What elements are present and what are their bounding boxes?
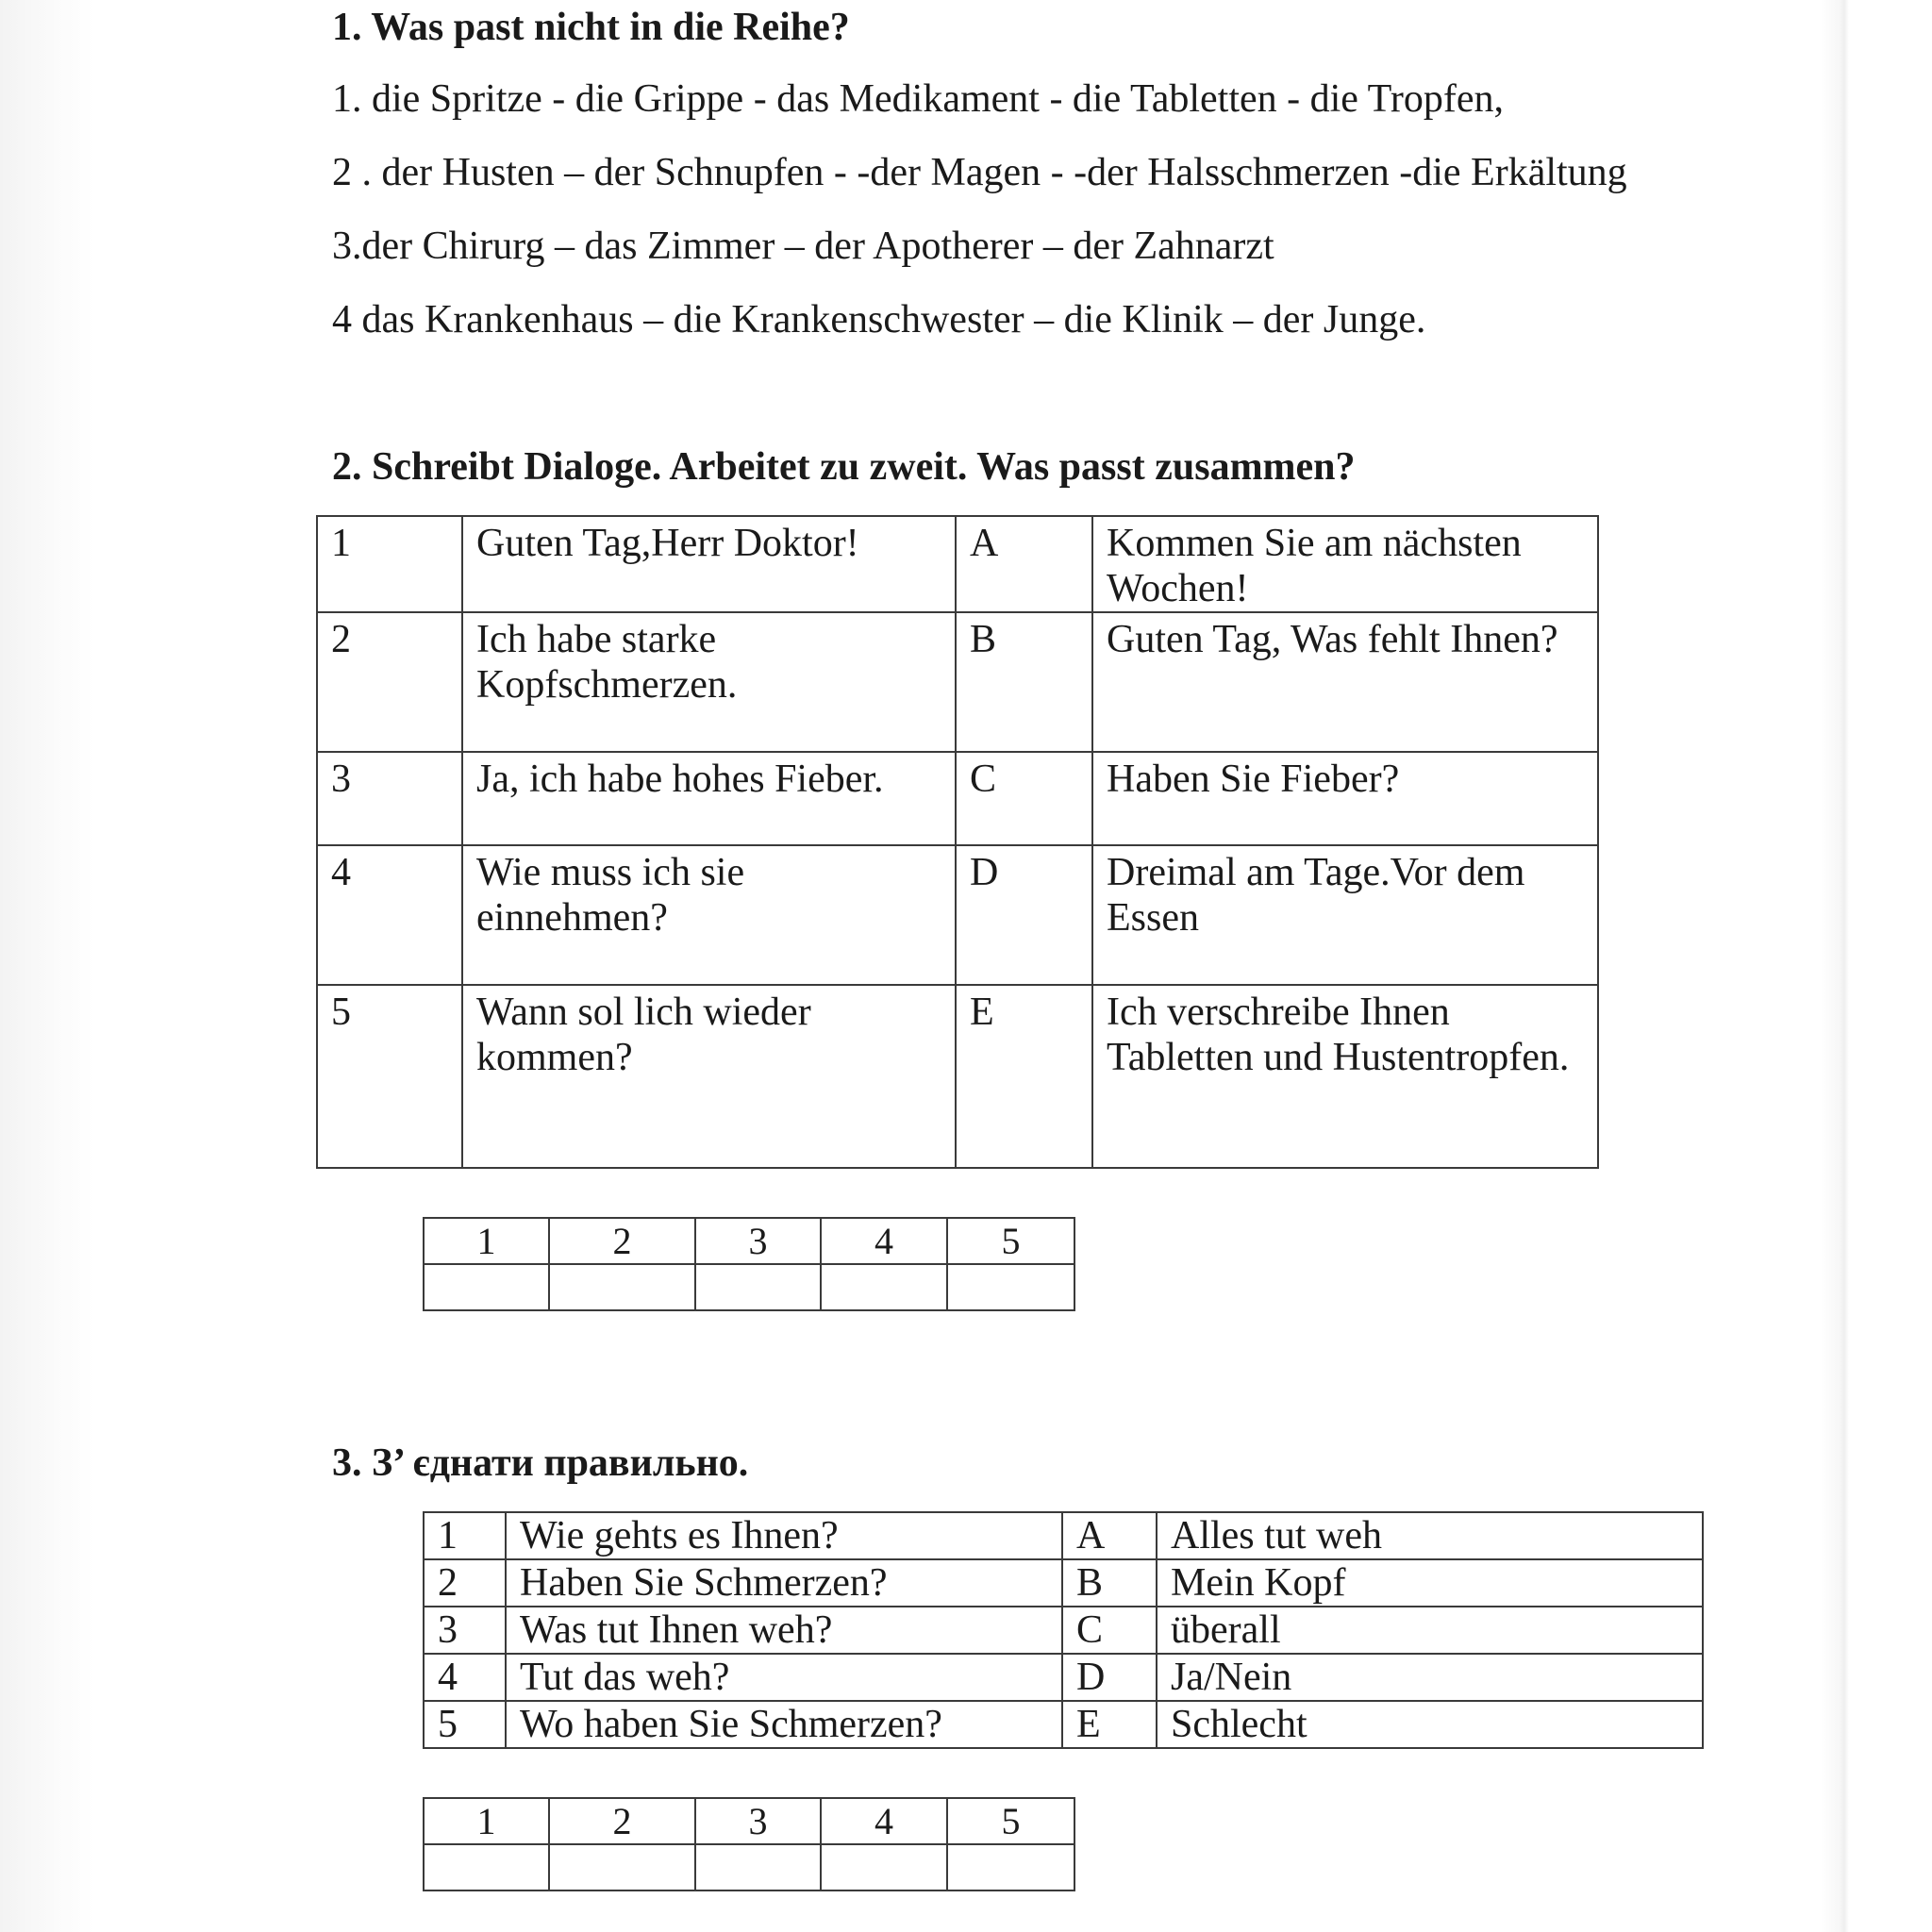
answer-blank-cell[interactable]: [549, 1264, 695, 1310]
table-row: [317, 845, 1598, 985]
match-right: überall: [1157, 1607, 1703, 1654]
answer-blank-cell[interactable]: [821, 1844, 947, 1890]
dialog-left: Ich habe starke Kopfschmerzen.: [462, 612, 956, 752]
answer-header-cell: 3: [695, 1218, 821, 1264]
answer-blank-cell[interactable]: [424, 1264, 549, 1310]
dialog-num: 2: [317, 612, 462, 752]
dialog-num: 4: [317, 845, 462, 985]
table-row: [424, 1512, 1703, 1559]
match-num: 1: [424, 1512, 506, 1559]
answer-header-cell: 4: [821, 1798, 947, 1844]
section3-title: 3. З’ єднати правильно.: [332, 1441, 749, 1485]
table-row: [424, 1654, 1703, 1701]
dialog-left: Wie muss ich sie einnehmen?: [462, 845, 956, 985]
answer-header-cell: 1: [424, 1218, 549, 1264]
table-row: [317, 985, 1598, 1168]
answer-header-cell: 2: [549, 1798, 695, 1844]
dialog-letter: E: [956, 985, 1092, 1168]
table-row: [317, 752, 1598, 845]
match-right: Alles tut weh: [1157, 1512, 1703, 1559]
dialog-num: 1: [317, 516, 462, 612]
answer-grid-header: [424, 1798, 1074, 1844]
match-left: Wie gehts es Ihnen?: [506, 1512, 1062, 1559]
answer-blank-cell[interactable]: [695, 1264, 821, 1310]
answer-blank-cell[interactable]: [821, 1264, 947, 1310]
dialog-right: Haben Sie Fieber?: [1092, 752, 1598, 845]
answer-blank-cell[interactable]: [695, 1844, 821, 1890]
section2-title: 2. Schreibt Dialoge. Arbeitet zu zweit. Was passt zusammen?: [332, 445, 1356, 489]
dialog-left: Guten Tag,Herr Doktor!: [462, 516, 956, 612]
dialog-letter: C: [956, 752, 1092, 845]
table-row: [424, 1701, 1703, 1748]
answer-blank-cell[interactable]: [549, 1844, 695, 1890]
section1-line-3: 3.der Chirurg – das Zimmer – der Apotherer – der Zahnarzt: [332, 225, 1274, 268]
answer-header-cell: 1: [424, 1798, 549, 1844]
dialog-left: Wann sol lich wieder kommen?: [462, 985, 956, 1168]
table-row: [317, 516, 1598, 612]
section1-line-1: 1. die Spritze - die Grippe - das Medikament - die Tabletten - die Tropfen,: [332, 77, 1504, 121]
match-num: 5: [424, 1701, 506, 1748]
answer-grid-blank-row: [424, 1844, 1074, 1890]
match-letter: A: [1062, 1512, 1157, 1559]
match-right: Mein Kopf: [1157, 1559, 1703, 1607]
dialog-table: [316, 515, 1599, 1169]
match-num: 4: [424, 1654, 506, 1701]
answer-header-cell: 3: [695, 1798, 821, 1844]
answer-header-cell: 2: [549, 1218, 695, 1264]
dialog-right: Guten Tag, Was fehlt Ihnen?: [1092, 612, 1598, 752]
answer-blank-cell[interactable]: [424, 1844, 549, 1890]
dialog-letter: B: [956, 612, 1092, 752]
dialog-num: 5: [317, 985, 462, 1168]
dialog-letter: A: [956, 516, 1092, 612]
answer-header-cell: 4: [821, 1218, 947, 1264]
section1-title: 1. Was past nicht in die Reihe?: [332, 6, 850, 49]
match-num: 3: [424, 1607, 506, 1654]
table-row: [424, 1607, 1703, 1654]
section2-answer-grid: [423, 1217, 1075, 1311]
match-right: Ja/Nein: [1157, 1654, 1703, 1701]
match-left: Haben Sie Schmerzen?: [506, 1559, 1062, 1607]
section1-line-2: 2 . der Husten – der Schnupfen - -der Magen - -der Halsschmerzen -die Erkältung: [332, 151, 1627, 194]
dialog-left: Ja, ich habe hohes Fieber.: [462, 752, 956, 845]
match-table: [423, 1511, 1704, 1749]
match-left: Was tut Ihnen weh?: [506, 1607, 1062, 1654]
answer-header-cell: 5: [947, 1798, 1074, 1844]
answer-blank-cell[interactable]: [947, 1264, 1074, 1310]
dialog-num: 3: [317, 752, 462, 845]
match-letter: C: [1062, 1607, 1157, 1654]
answer-grid-blank-row: [424, 1264, 1074, 1310]
match-letter: B: [1062, 1559, 1157, 1607]
match-letter: E: [1062, 1701, 1157, 1748]
answer-header-cell: 5: [947, 1218, 1074, 1264]
dialog-right: Dreimal am Tage.Vor dem Essen: [1092, 845, 1598, 985]
match-right: Schlecht: [1157, 1701, 1703, 1748]
match-num: 2: [424, 1559, 506, 1607]
match-left: Wo haben Sie Schmerzen?: [506, 1701, 1062, 1748]
table-row: [424, 1559, 1703, 1607]
dialog-right: Ich verschreibe Ihnen Tabletten und Hustentropfen.: [1092, 985, 1598, 1168]
match-left: Tut das weh?: [506, 1654, 1062, 1701]
table-row: [317, 612, 1598, 752]
section1-line-4: 4 das Krankenhaus – die Krankenschwester – die Klinik – der Junge.: [332, 298, 1426, 341]
dialog-letter: D: [956, 845, 1092, 985]
dialog-right: Kommen Sie am nächsten Wochen!: [1092, 516, 1598, 612]
answer-blank-cell[interactable]: [947, 1844, 1074, 1890]
match-letter: D: [1062, 1654, 1157, 1701]
section3-answer-grid: [423, 1797, 1075, 1891]
answer-grid-header: [424, 1218, 1074, 1264]
